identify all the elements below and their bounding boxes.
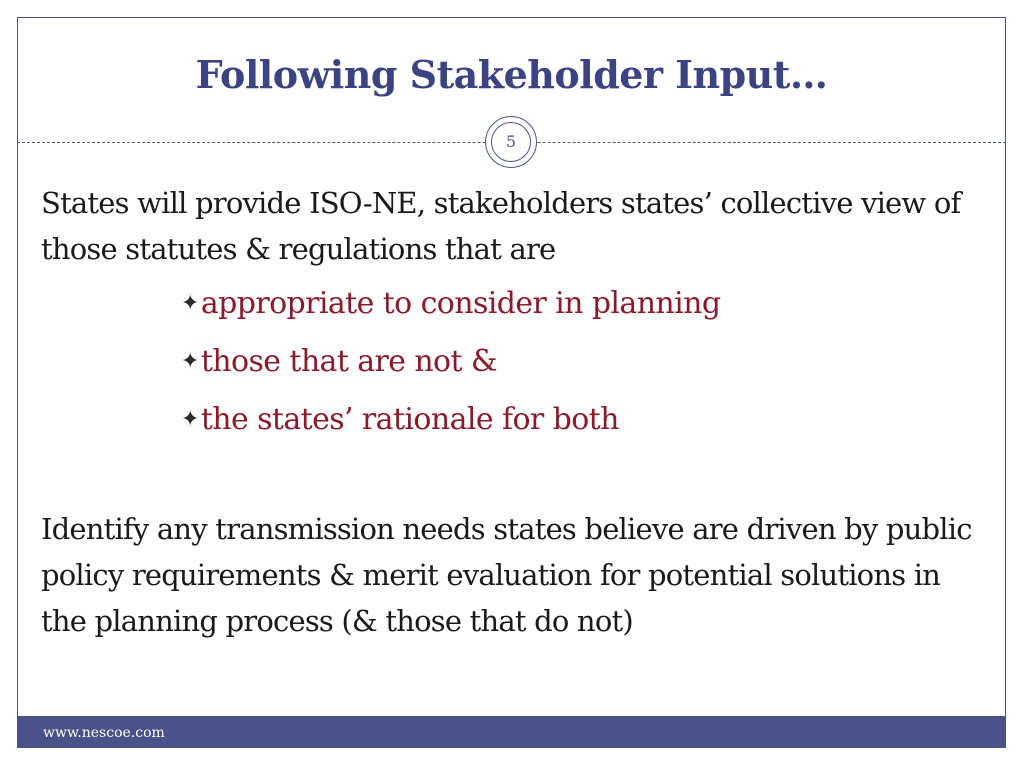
- bullet-text: appropriate to consider in planning: [200, 286, 721, 321]
- page-number-badge: [485, 116, 537, 168]
- body-paragraph-1: States will provide ISO-NE, stakeholders states’ collective view of those statutes & regulations that are: [41, 186, 961, 266]
- footer-url[interactable]: www.nescoe.com: [43, 725, 165, 741]
- bullet-item: [181, 339, 720, 397]
- bullet-item: [181, 281, 720, 339]
- four-point-star-icon: ✦: [181, 291, 199, 316]
- page-number: 5: [491, 122, 531, 162]
- bullet-item: [181, 397, 720, 455]
- slide-title: Following Stakeholder Input…: [195, 52, 828, 97]
- four-point-star-icon: ✦: [181, 407, 199, 432]
- footer-bar: [17, 716, 1006, 748]
- bullet-list: [181, 281, 720, 455]
- four-point-star-icon: ✦: [181, 349, 199, 374]
- bullet-text: those that are not &: [200, 344, 498, 379]
- body-paragraph-2: Identify any transmission needs states believe are driven by public policy requirements & merit evaluation for potential solutions in the planning process (& those that do not): [41, 512, 972, 638]
- bullet-text: the states’ rationale for both: [200, 402, 619, 437]
